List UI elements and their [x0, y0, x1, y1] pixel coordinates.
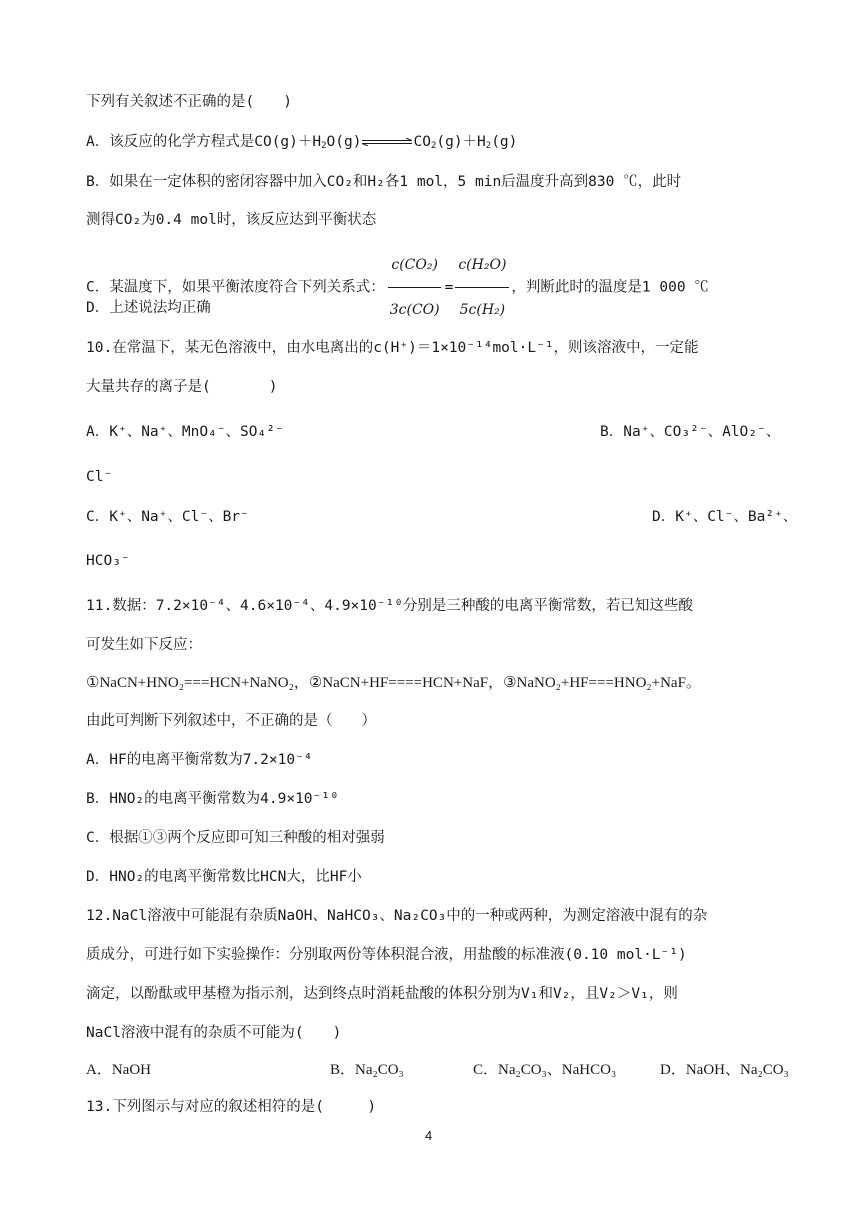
q10-option-b: B．Na⁺、CO₃²⁻、AlO₂⁻、	[600, 424, 781, 440]
q9-option-c-suffix: ，判断此时的温度是1 000 ℃	[511, 279, 709, 296]
q10-stem-line1: 10.在常温下，某无色溶液中，由水电离出的c(H⁺)＝1×10⁻¹⁴mol·L⁻¹，则该溶液中，一定能	[86, 340, 699, 356]
q9-option-c: C．某温度下，如果平衡浓度符合下列关系式： $\frac{\text{c(CO₂)}}{3c(CO)}$ = $\frac{\text{c(H₂O)}}{\text{5c(H₂)}}$ ，判断此时的温度是1 000 ℃	[86, 245, 709, 330]
q9-option-d: D．上述说法均正确	[86, 300, 211, 316]
q12-option-b: B．Na₂CO₃	[330, 1062, 404, 1078]
q12-stem-line3: 滴定，以酚酞或甲基橙为指示剂，达到终点时消耗盐酸的体积分别为V₁和V₂，且V₂＞V₁，则	[86, 986, 678, 1002]
q11-option-c: C．根据①③两个反应即可知三种酸的相对强弱	[86, 830, 385, 846]
q9-option-c-label: C．某温度下，如果平衡浓度符合下列关系式：	[86, 279, 385, 296]
q11-option-d: D．HNO₂的电离平衡常数比HCN大，比HF小	[86, 869, 362, 885]
q12-stem-line1: 12.NaCl溶液中可能混有杂质NaOH、NaHCO₃、Na₂CO₃中的一种或两种，为测定溶液中混有的杂	[86, 908, 708, 924]
q11-option-a: A．HF的电离平衡常数为7.2×10⁻⁴	[86, 752, 313, 768]
fraction-numerator: c(H₂O)	[455, 245, 509, 288]
fraction-h2o-over-h2	[455, 245, 509, 330]
q9-stem: 下列有关叙述不正确的是( )	[86, 94, 292, 110]
q10-stem-line2: 大量共存的离子是( )	[86, 379, 278, 395]
q12-stem-line4: NaCl溶液中混有的杂质不可能为( )	[86, 1025, 342, 1041]
q11-stem-line2: 可发生如下反应：	[86, 637, 202, 653]
q11-question: 由此可判断下列叙述中，不正确的是（ ）	[86, 713, 376, 729]
fraction-co2-over-co	[387, 245, 443, 330]
fraction-denominator: 5c(H₂)	[459, 302, 506, 318]
q12-option-a: A．NaOH	[86, 1062, 151, 1078]
q10-option-c: C．K⁺、Na⁺、Cl⁻、Br⁻	[86, 509, 249, 525]
equilibrium-arrow-icon	[362, 138, 412, 146]
q11-option-b: B．HNO₂的电离平衡常数为4.9×10⁻¹⁰	[86, 791, 339, 807]
q11-reactions: ①NaCN+HNO₂===HCN+NaNO₂，②NaCN+HF====HCN+NaF，③NaNO₂+HF===HNO₂+NaF。	[86, 675, 701, 691]
q10-option-b-wrap: Cl⁻	[86, 469, 113, 485]
q9-equation: $CO(g)+H_2O(g)$ $CO_2(g)+H_2(g)$	[254, 134, 518, 151]
q11-stem-line1: 11.数据：7.2×10⁻⁴、4.6×10⁻⁴、4.9×10⁻¹⁰分别是三种酸的电离平衡常数，若已知这些酸	[86, 598, 693, 614]
q9-option-a-label: A．该反应的化学方程式是	[86, 134, 255, 150]
q10-option-a: A．K⁺、Na⁺、MnO₄⁻、SO₄²⁻	[86, 424, 284, 440]
q12-option-c: C．Na₂CO₃、NaHCO₃	[473, 1062, 617, 1078]
q10-option-d: D．K⁺、Cl⁻、Ba²⁺、	[652, 509, 798, 525]
q13-stem: 13.下列图示与对应的叙述相符的是( )	[86, 1099, 377, 1115]
q12-option-d: D．NaOH、Na₂CO₃	[660, 1062, 789, 1078]
q10-option-d-wrap: HCO₃⁻	[86, 553, 130, 569]
fraction-denominator: 3c(CO)	[389, 302, 440, 318]
q9-option-a	[86, 132, 517, 156]
fraction-numerator: c(CO₂)	[388, 245, 441, 288]
page-number: 4	[425, 1128, 433, 1143]
q9-option-b-line1: B．如果在一定体积的密闭容器中加入CO₂和H₂各1 mol，5 min后温度升高到830 ℃，此时	[86, 174, 682, 190]
q12-stem-line2: 质成分，可进行如下实验操作：分别取两份等体积混合液，用盐酸的标准液(0.10 mol·L⁻¹)	[86, 947, 687, 963]
q9-option-b-line2: 测得CO₂为0.4 mol时，该反应达到平衡状态	[86, 212, 377, 228]
